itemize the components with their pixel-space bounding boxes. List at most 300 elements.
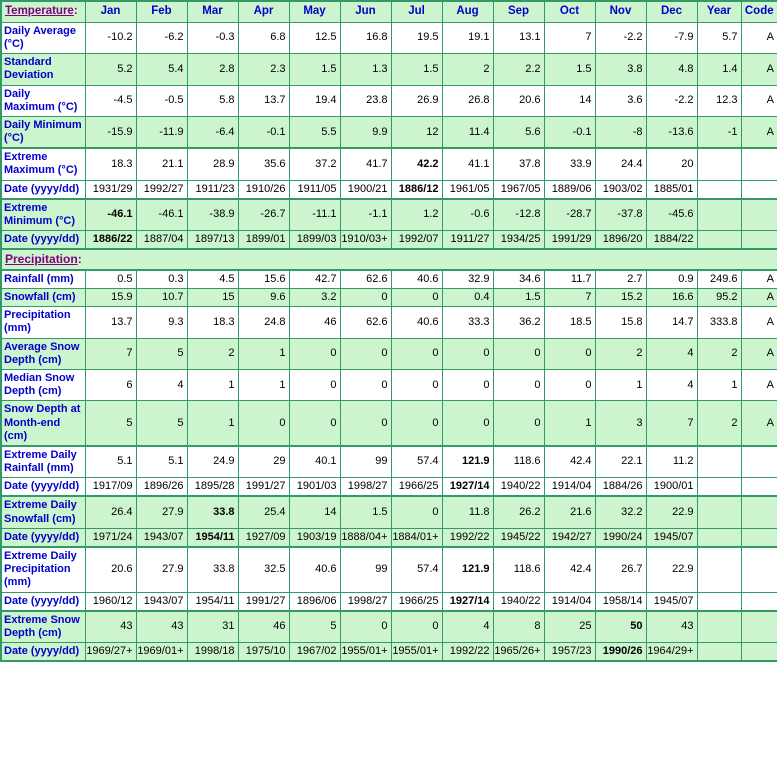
table-row <box>1 401 777 446</box>
table-row <box>1 180 777 199</box>
table-cell: 1 <box>697 369 741 400</box>
table-cell: 1895/28 <box>187 478 238 497</box>
table-cell: 1992/22 <box>442 643 493 662</box>
table-cell: 1927/09 <box>238 528 289 547</box>
table-cell <box>741 643 777 662</box>
table-cell: 18.3 <box>187 307 238 338</box>
table-cell <box>697 592 741 611</box>
table-cell: 26.8 <box>442 85 493 116</box>
table-cell: 16.6 <box>646 289 697 307</box>
table-cell <box>697 446 741 478</box>
table-cell: 12 <box>391 116 442 148</box>
table-cell: 19.4 <box>289 85 340 116</box>
table-row <box>1 54 777 85</box>
table-cell: 37.8 <box>493 148 544 180</box>
table-cell: 1942/27 <box>544 528 595 547</box>
table-cell: 1971/24 <box>85 528 136 547</box>
table-cell: 20.6 <box>493 85 544 116</box>
row-label: Daily Average (°C) <box>1 22 85 53</box>
table-cell: 1990/26 <box>595 643 646 662</box>
table-cell: 19.5 <box>391 22 442 53</box>
row-label: Extreme Daily Precipitation (mm) <box>1 547 85 592</box>
table-cell: 3.6 <box>595 85 646 116</box>
table-cell: 1.2 <box>391 199 442 231</box>
table-cell: 0 <box>289 338 340 369</box>
table-cell: 33.9 <box>544 148 595 180</box>
table-cell: 34.6 <box>493 270 544 289</box>
column-header-dec: Dec <box>646 1 697 22</box>
table-cell: 1991/27 <box>238 478 289 497</box>
table-cell: 95.2 <box>697 289 741 307</box>
table-cell: 2 <box>697 401 741 446</box>
table-cell: 0 <box>442 338 493 369</box>
row-label: Extreme Snow Depth (cm) <box>1 611 85 643</box>
table-cell: 5.8 <box>187 85 238 116</box>
table-row <box>1 338 777 369</box>
table-cell: 1884/26 <box>595 478 646 497</box>
table-cell <box>741 199 777 231</box>
section-colon: : <box>73 5 78 17</box>
table-row <box>1 478 777 497</box>
table-cell: 32.9 <box>442 270 493 289</box>
table-cell: 10.7 <box>136 289 187 307</box>
column-header-apr: Apr <box>238 1 289 22</box>
table-cell: 0.9 <box>646 270 697 289</box>
table-cell: 2 <box>442 54 493 85</box>
table-cell: 1901/03 <box>289 478 340 497</box>
table-cell: A <box>741 289 777 307</box>
table-cell: 1969/01+ <box>136 643 187 662</box>
table-cell: 1910/26 <box>238 180 289 199</box>
table-cell: 57.4 <box>391 446 442 478</box>
table-cell: -6.2 <box>136 22 187 53</box>
table-cell: 5.2 <box>85 54 136 85</box>
table-row <box>1 307 777 338</box>
table-cell: 31 <box>187 611 238 643</box>
table-cell: -7.9 <box>646 22 697 53</box>
table-cell: 1954/11 <box>187 528 238 547</box>
table-cell: A <box>741 22 777 53</box>
table-cell: 1.5 <box>493 289 544 307</box>
table-cell: 41.7 <box>340 148 391 180</box>
table-cell: 22.9 <box>646 496 697 528</box>
table-cell: 118.6 <box>493 547 544 592</box>
table-cell: -10.2 <box>85 22 136 53</box>
table-cell: 7 <box>646 401 697 446</box>
table-row <box>1 611 777 643</box>
table-cell: 13.7 <box>85 307 136 338</box>
table-cell: 2 <box>697 338 741 369</box>
temperature-link[interactable]: Temperature <box>5 5 74 17</box>
table-cell <box>697 199 741 231</box>
table-cell: -15.9 <box>85 116 136 148</box>
table-cell: 42.4 <box>544 446 595 478</box>
table-cell: 1992/22 <box>442 528 493 547</box>
table-cell: -2.2 <box>595 22 646 53</box>
table-cell: 1991/29 <box>544 231 595 250</box>
table-cell: 1.5 <box>289 54 340 85</box>
table-cell: A <box>741 307 777 338</box>
table-cell: 62.6 <box>340 307 391 338</box>
table-cell: -0.5 <box>136 85 187 116</box>
table-cell: 1911/05 <box>289 180 340 199</box>
table-cell: 27.9 <box>136 547 187 592</box>
table-cell: 1960/12 <box>85 592 136 611</box>
table-cell: 1969/27+ <box>85 643 136 662</box>
table-cell: 1896/20 <box>595 231 646 250</box>
table-cell: 7 <box>544 22 595 53</box>
table-cell: 121.9 <box>442 547 493 592</box>
table-cell: 40.6 <box>391 270 442 289</box>
table-cell: 32.5 <box>238 547 289 592</box>
table-cell: 15.2 <box>595 289 646 307</box>
table-cell: 1992/27 <box>136 180 187 199</box>
table-cell: 5.5 <box>289 116 340 148</box>
table-cell: A <box>741 401 777 446</box>
row-label: Median Snow Depth (cm) <box>1 369 85 400</box>
table-cell: 1943/07 <box>136 528 187 547</box>
table-cell: 13.7 <box>238 85 289 116</box>
row-label: Date (yyyy/dd) <box>1 180 85 199</box>
precipitation-link[interactable]: Precipitation <box>5 252 78 267</box>
table-cell: 0 <box>391 289 442 307</box>
table-cell <box>697 148 741 180</box>
table-cell: 1885/01 <box>646 180 697 199</box>
table-cell: 5 <box>136 338 187 369</box>
table-cell: 46 <box>289 307 340 338</box>
table-cell: 15.6 <box>238 270 289 289</box>
table-cell: 0 <box>340 369 391 400</box>
table-cell <box>697 478 741 497</box>
table-cell: 1914/04 <box>544 478 595 497</box>
table-cell <box>697 180 741 199</box>
table-cell: 1966/25 <box>391 592 442 611</box>
table-cell: 50 <box>595 611 646 643</box>
table-row <box>1 148 777 180</box>
table-cell: 1945/22 <box>493 528 544 547</box>
table-cell: 5 <box>289 611 340 643</box>
table-cell <box>741 231 777 250</box>
table-cell: -12.8 <box>493 199 544 231</box>
table-cell: A <box>741 270 777 289</box>
table-cell: 1899/03 <box>289 231 340 250</box>
table-cell <box>697 231 741 250</box>
table-cell: 0 <box>493 338 544 369</box>
table-cell: 1964/29+ <box>646 643 697 662</box>
temperature-section-header <box>1 1 85 22</box>
table-cell: 1945/07 <box>646 592 697 611</box>
table-cell: 118.6 <box>493 446 544 478</box>
table-cell: 1967/05 <box>493 180 544 199</box>
table-cell: 12.3 <box>697 85 741 116</box>
table-cell: 1911/23 <box>187 180 238 199</box>
table-cell: 18.3 <box>85 148 136 180</box>
column-header-code: Code <box>741 1 777 22</box>
table-row <box>1 85 777 116</box>
table-cell: 1998/18 <box>187 643 238 662</box>
table-cell: 22.1 <box>595 446 646 478</box>
table-cell: 24.4 <box>595 148 646 180</box>
table-cell <box>741 592 777 611</box>
table-cell: 0 <box>340 338 391 369</box>
column-header-jan: Jan <box>85 1 136 22</box>
table-cell: 1900/21 <box>340 180 391 199</box>
column-header-nov: Nov <box>595 1 646 22</box>
table-cell: 9.3 <box>136 307 187 338</box>
table-cell: 1975/10 <box>238 643 289 662</box>
table-cell: 1954/11 <box>187 592 238 611</box>
row-label: Date (yyyy/dd) <box>1 528 85 547</box>
table-cell: -0.3 <box>187 22 238 53</box>
table-cell: 0 <box>391 338 442 369</box>
table-cell: 37.2 <box>289 148 340 180</box>
table-cell: 11.7 <box>544 270 595 289</box>
table-cell: 23.8 <box>340 85 391 116</box>
table-cell: 0 <box>340 289 391 307</box>
table-cell: 43 <box>85 611 136 643</box>
table-cell: 1934/25 <box>493 231 544 250</box>
table-cell: 1917/09 <box>85 478 136 497</box>
table-cell: A <box>741 116 777 148</box>
table-cell: 42.7 <box>289 270 340 289</box>
table-cell: 0 <box>442 401 493 446</box>
table-row <box>1 270 777 289</box>
row-label: Date (yyyy/dd) <box>1 643 85 662</box>
table-cell: -11.1 <box>289 199 340 231</box>
table-cell: 43 <box>646 611 697 643</box>
column-header-feb: Feb <box>136 1 187 22</box>
table-cell: 5 <box>85 401 136 446</box>
table-cell: 3.2 <box>289 289 340 307</box>
table-cell: 25 <box>544 611 595 643</box>
table-cell: 5.1 <box>85 446 136 478</box>
table-row <box>1 446 777 478</box>
table-cell: A <box>741 338 777 369</box>
table-cell <box>741 446 777 478</box>
table-cell: -37.8 <box>595 199 646 231</box>
table-cell: 40.1 <box>289 446 340 478</box>
table-cell: 1.3 <box>340 54 391 85</box>
table-cell: 1991/27 <box>238 592 289 611</box>
table-cell: 1 <box>544 401 595 446</box>
table-cell: 1 <box>595 369 646 400</box>
table-cell: 33.8 <box>187 496 238 528</box>
table-row <box>1 22 777 53</box>
table-cell: 9.6 <box>238 289 289 307</box>
table-cell: 7 <box>544 289 595 307</box>
table-cell: -0.6 <box>442 199 493 231</box>
table-cell: 0.4 <box>442 289 493 307</box>
table-cell: 0 <box>289 369 340 400</box>
table-cell <box>697 611 741 643</box>
table-cell: 1931/29 <box>85 180 136 199</box>
table-cell: 33.3 <box>442 307 493 338</box>
table-cell: 0.3 <box>136 270 187 289</box>
table-cell: 5.7 <box>697 22 741 53</box>
table-cell: 1998/27 <box>340 478 391 497</box>
table-cell: 1927/14 <box>442 478 493 497</box>
table-cell: 2.2 <box>493 54 544 85</box>
table-cell: 7 <box>85 338 136 369</box>
table-cell: 0 <box>544 369 595 400</box>
table-cell: 21.1 <box>136 148 187 180</box>
table-cell: 6 <box>85 369 136 400</box>
table-cell: 16.8 <box>340 22 391 53</box>
table-cell: A <box>741 369 777 400</box>
table-cell: 0 <box>289 401 340 446</box>
table-row <box>1 643 777 662</box>
table-cell: 1884/22 <box>646 231 697 250</box>
table-cell: 26.2 <box>493 496 544 528</box>
table-cell: 42.2 <box>391 148 442 180</box>
table-cell: 2.8 <box>187 54 238 85</box>
table-cell: 1927/14 <box>442 592 493 611</box>
table-cell: 1914/04 <box>544 592 595 611</box>
table-cell: 15.8 <box>595 307 646 338</box>
table-cell: 0 <box>238 401 289 446</box>
table-cell: 1955/01+ <box>391 643 442 662</box>
table-cell: 15.9 <box>85 289 136 307</box>
table-cell: 42.4 <box>544 547 595 592</box>
table-cell: -28.7 <box>544 199 595 231</box>
table-cell: 6.8 <box>238 22 289 53</box>
table-cell: 2 <box>595 338 646 369</box>
table-cell: 0.5 <box>85 270 136 289</box>
column-header-aug: Aug <box>442 1 493 22</box>
table-cell: 2.3 <box>238 54 289 85</box>
table-cell: 12.5 <box>289 22 340 53</box>
table-cell <box>697 528 741 547</box>
table-cell: 26.9 <box>391 85 442 116</box>
column-header-may: May <box>289 1 340 22</box>
table-cell <box>741 478 777 497</box>
table-cell: 43 <box>136 611 187 643</box>
row-label: Date (yyyy/dd) <box>1 231 85 250</box>
table-cell: -13.6 <box>646 116 697 148</box>
row-label: Date (yyyy/dd) <box>1 478 85 497</box>
table-cell: 1966/25 <box>391 478 442 497</box>
table-cell: -46.1 <box>85 199 136 231</box>
table-cell: 0 <box>391 496 442 528</box>
table-cell: 1943/07 <box>136 592 187 611</box>
table-cell: 1896/26 <box>136 478 187 497</box>
table-cell: 25.4 <box>238 496 289 528</box>
table-cell: 0 <box>391 611 442 643</box>
table-cell: 1 <box>187 401 238 446</box>
table-cell: 4 <box>646 369 697 400</box>
table-cell: 14.7 <box>646 307 697 338</box>
table-cell: -45.6 <box>646 199 697 231</box>
table-cell: -8 <box>595 116 646 148</box>
row-label: Extreme Minimum (°C) <box>1 199 85 231</box>
table-cell: 4 <box>136 369 187 400</box>
table-cell: 1965/26+ <box>493 643 544 662</box>
table-cell: 4 <box>442 611 493 643</box>
table-cell: 13.1 <box>493 22 544 53</box>
table-cell: 2.7 <box>595 270 646 289</box>
table-cell: -0.1 <box>544 116 595 148</box>
column-header-jun: Jun <box>340 1 391 22</box>
table-cell: 5.6 <box>493 116 544 148</box>
table-row <box>1 116 777 148</box>
row-label: Snow Depth at Month-end (cm) <box>1 401 85 446</box>
table-cell: -0.1 <box>238 116 289 148</box>
table-cell: 40.6 <box>289 547 340 592</box>
table-cell: 99 <box>340 446 391 478</box>
column-header-mar: Mar <box>187 1 238 22</box>
table-cell: -1.1 <box>340 199 391 231</box>
table-cell: 5 <box>136 401 187 446</box>
table-cell: 8 <box>493 611 544 643</box>
table-cell: 1.5 <box>391 54 442 85</box>
table-cell: 4.8 <box>646 54 697 85</box>
table-row <box>1 528 777 547</box>
table-cell <box>741 496 777 528</box>
table-row <box>1 199 777 231</box>
table-cell: 1911/27 <box>442 231 493 250</box>
row-label: Standard Deviation <box>1 54 85 85</box>
table-cell: 1961/05 <box>442 180 493 199</box>
table-cell: 35.6 <box>238 148 289 180</box>
table-cell: 1940/22 <box>493 478 544 497</box>
table-cell: 1958/14 <box>595 592 646 611</box>
table-cell <box>741 528 777 547</box>
table-cell: 1897/13 <box>187 231 238 250</box>
table-cell: -38.9 <box>187 199 238 231</box>
table-cell: -4.5 <box>85 85 136 116</box>
table-row <box>1 592 777 611</box>
table-cell: 57.4 <box>391 547 442 592</box>
table-cell: 20.6 <box>85 547 136 592</box>
table-cell: 24.8 <box>238 307 289 338</box>
table-cell: 0 <box>544 338 595 369</box>
table-cell: 5.1 <box>136 446 187 478</box>
table-cell: 26.7 <box>595 547 646 592</box>
table-cell: 36.2 <box>493 307 544 338</box>
section-colon: : <box>77 252 82 267</box>
table-cell: -11.9 <box>136 116 187 148</box>
row-label: Daily Maximum (°C) <box>1 85 85 116</box>
table-cell: -1 <box>697 116 741 148</box>
table-cell: 1903/19 <box>289 528 340 547</box>
table-cell: 14 <box>544 85 595 116</box>
column-header-oct: Oct <box>544 1 595 22</box>
table-cell: 22.9 <box>646 547 697 592</box>
column-header-year: Year <box>697 1 741 22</box>
table-cell: 40.6 <box>391 307 442 338</box>
table-row <box>1 369 777 400</box>
table-cell: 1990/24 <box>595 528 646 547</box>
table-cell: 18.5 <box>544 307 595 338</box>
table-cell: 1 <box>187 369 238 400</box>
column-header-jul: Jul <box>391 1 442 22</box>
table-cell: 1896/06 <box>289 592 340 611</box>
table-cell <box>741 611 777 643</box>
table-cell: 5.4 <box>136 54 187 85</box>
table-cell: 1900/01 <box>646 478 697 497</box>
table-cell: 62.6 <box>340 270 391 289</box>
table-cell: 1886/12 <box>391 180 442 199</box>
row-label: Date (yyyy/dd) <box>1 592 85 611</box>
table-cell: 1884/01+ <box>391 528 442 547</box>
table-cell: -46.1 <box>136 199 187 231</box>
table-cell <box>741 547 777 592</box>
table-cell: -2.2 <box>646 85 697 116</box>
table-cell: 3 <box>595 401 646 446</box>
table-cell <box>697 496 741 528</box>
table-cell: 3.8 <box>595 54 646 85</box>
table-cell: 0 <box>391 401 442 446</box>
